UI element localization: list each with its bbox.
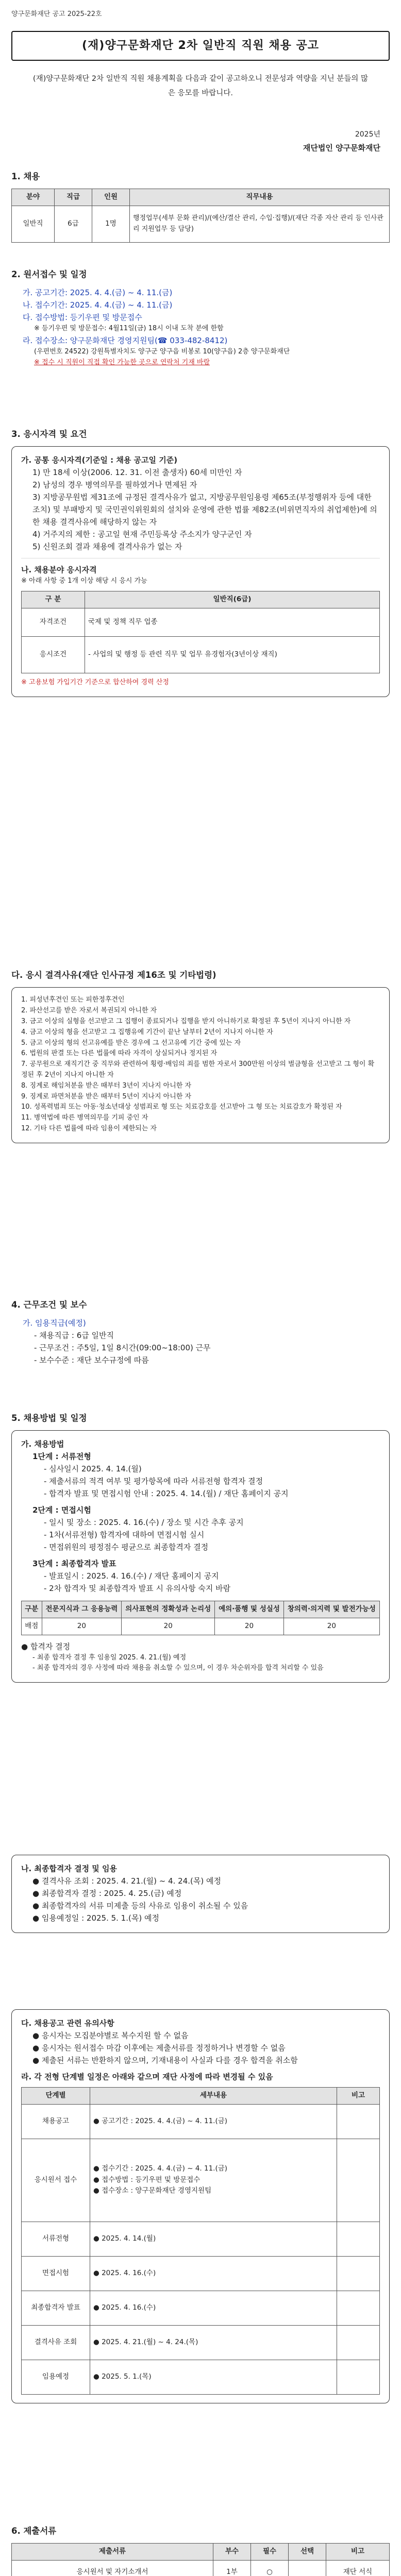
table-cell: ● 2025. 4. 14.(월) bbox=[90, 2222, 337, 2256]
disqualification-box bbox=[11, 987, 390, 1143]
schedule-box bbox=[11, 2009, 390, 2403]
note-line: ※ 고용보험 가입기간 기준으로 합산하여 경력 산정 bbox=[21, 678, 169, 686]
table-header: 부수 bbox=[213, 2544, 251, 2561]
table-header: 비고 bbox=[326, 2544, 390, 2561]
final-line: ● 최종합격자의 서류 미제출 등의 사유로 임용이 취소될 수 있음 bbox=[32, 1901, 248, 1910]
table-row bbox=[22, 2222, 380, 2256]
table-cell: ● 2025. 4. 16.(수) bbox=[90, 2256, 337, 2291]
documents-table bbox=[11, 2543, 390, 2576]
table-header: 예의·품행 및 성실성 bbox=[215, 1601, 283, 1618]
qualification-box bbox=[11, 446, 390, 697]
section-heading: 1. 채용 bbox=[11, 172, 40, 181]
table-row bbox=[22, 608, 380, 636]
section-method bbox=[11, 1412, 390, 1683]
table-cell: 1명 bbox=[92, 206, 130, 242]
section-qualification bbox=[11, 428, 390, 697]
table-cell: 20 bbox=[42, 1618, 122, 1635]
table-cell: ● 2025. 5. 1.(목) bbox=[90, 2360, 337, 2394]
step-title: 2단계 : 면접시험 bbox=[32, 1505, 91, 1515]
section-documents bbox=[11, 2524, 390, 2576]
table-cell: 1부 bbox=[213, 2560, 251, 2576]
table-cell: 응시원서 접수 bbox=[22, 2139, 90, 2222]
organization-name: 재단법인 양구문화재단 bbox=[303, 143, 380, 152]
table-row bbox=[22, 2104, 380, 2139]
table-cell: 재단 서식 bbox=[326, 2560, 390, 2576]
table-cell: 응시원서 및 자기소개서 bbox=[12, 2560, 213, 2576]
step-line: - 1차(서류전형) 합격자에 대하여 면접시험 실시 bbox=[44, 1530, 205, 1540]
caution-line: ● 응시자는 모집분야별로 복수지원 할 수 없음 bbox=[32, 2031, 189, 2040]
table-header: 제출서류 bbox=[12, 2544, 213, 2561]
table-row bbox=[22, 636, 380, 673]
list-item: 3. 금고 이상의 실형을 선고받고 그 집행이 종료되거나 집행을 받지 아니하기로 확정된 후 5년이 지나지 아니한 자 bbox=[21, 1017, 351, 1025]
note-line: ※ 접수 시 직원이 직접 확인 가능한 곳으로 연락처 기재 바람 bbox=[34, 358, 210, 366]
qual-item: 4) 거주지의 제한 : 공고일 현재 주민등록상 주소지가 양구군인 자 bbox=[32, 530, 252, 539]
final-line: ● 임용예정일 : 2025. 5. 1.(목) 예정 bbox=[32, 1913, 159, 1923]
table-cell: 6급 bbox=[55, 206, 92, 242]
sub-heading: 가. 채용방법 bbox=[21, 1439, 64, 1449]
table-cell: ● 2025. 4. 21.(월) ~ 4. 24.(목) bbox=[90, 2325, 337, 2360]
final-line: ● 최종합격자 결정 : 2025. 4. 25.(금) 예정 bbox=[32, 1889, 182, 1898]
schedule-table bbox=[21, 2087, 380, 2395]
table-cell: 면접시험 bbox=[22, 2256, 90, 2291]
final-selection-box bbox=[11, 1855, 390, 1933]
list-item: 7. 공무원으로 재직기간 중 직무와 관련하여 횡령·배임의 죄를 범한 자로서 300만원 이상의 벌금형을 선고받고 그 형이 확정된 후 2년이 지나지 아니한 자 bbox=[21, 1060, 375, 1079]
table-cell bbox=[337, 2291, 380, 2325]
table-header: 단계별 bbox=[22, 2088, 90, 2105]
list-item: 8. 징계로 해임처분을 받은 때부터 3년이 지나지 아니한 자 bbox=[21, 1081, 192, 1090]
table-header: 의사표현의 정확성과 논리성 bbox=[122, 1601, 215, 1618]
caution-line: ● 제출된 서류는 반환하지 않으며, 기재내용이 사실과 다를 경우 합격을 취소함 bbox=[32, 2056, 298, 2065]
table-header: 창의력·의지력 및 발전가능성 bbox=[283, 1601, 379, 1618]
table-cell: 20 bbox=[283, 1618, 379, 1635]
step-line: - 면접위원의 평정점수 평균으로 최종합격자 결정 bbox=[44, 1543, 209, 1552]
table-cell: ● 공고기간 : 2025. 4. 4.(금) ~ 4. 11.(금) bbox=[90, 2104, 337, 2139]
conditions-line: - 채용직급 : 6급 일반직 bbox=[34, 1331, 114, 1341]
list-item: 6. 법원의 판결 또는 다른 법률에 따라 자격이 상실되거나 정지된 자 bbox=[21, 1049, 218, 1058]
section-heading: 4. 근무조건 및 보수 bbox=[11, 1300, 87, 1310]
note-line: - 최종 합격자 결정 후 임용일 2025. 4. 21.(월) 예정 bbox=[32, 1653, 187, 1662]
period-line: 가. 공고기간: 2025. 4. 4.(금) ~ 4. 11.(금) bbox=[23, 288, 173, 298]
caution-line: ● 응시자는 원서접수 마감 이후에는 제출서류를 정정하거나 변경할 수 없음 bbox=[32, 2043, 286, 2053]
list-item: 5. 금고 이상의 형의 선고유예를 받은 경우에 그 선고유예 기간 중에 있는 자 bbox=[21, 1039, 241, 1047]
table-cell: 20 bbox=[122, 1618, 215, 1635]
section-application bbox=[11, 268, 390, 368]
qual-item: 5) 신원조회 결과 채용에 결격사유가 없는 자 bbox=[32, 542, 182, 552]
table-cell: 일반직 bbox=[12, 206, 55, 242]
section-recruitment bbox=[11, 170, 390, 243]
place-line: 라. 접수장소: 양구문화재단 경영지원팀(☎ 033-482-8412) bbox=[23, 336, 228, 346]
table-cell: 자격조건 bbox=[22, 608, 85, 636]
table-row bbox=[22, 1618, 380, 1635]
note-line: ※ 아래 사항 중 1개 이상 해당 시 응시 가능 bbox=[21, 577, 147, 585]
table-cell: - 사업의 및 행정 등 관련 직무 및 업무 유경험자(3년이상 재직) bbox=[85, 636, 380, 673]
section-heading: 5. 채용방법 및 일정 bbox=[11, 1413, 87, 1423]
table-cell bbox=[337, 2139, 380, 2222]
step-line: - 2차 합격자 및 최종합격자 발표 시 유의사항 숙지 바람 bbox=[44, 1584, 231, 1594]
section-heading: 3. 응시자격 및 요건 bbox=[11, 429, 87, 439]
table-header: 직급 bbox=[55, 189, 92, 206]
section-conditions bbox=[11, 1298, 390, 1366]
table-cell: 행정업무(세부 문화 관리)/(예산/결산 관리, 수입·집행)/(재단 각종 자산 관리 등 인사관리 지원업무 등 담당) bbox=[130, 206, 390, 242]
notice-number: 양구문화재단 공고 2025-22호 bbox=[11, 10, 102, 18]
list-item: 11. 병역법에 따른 병역의무를 기피 중인 자 bbox=[21, 1114, 148, 1122]
table-cell: 임용예정 bbox=[22, 2360, 90, 2394]
note-line: ※ 등기우편 및 방문접수: 4월11일(금) 18시 이내 도착 분에 한함 bbox=[34, 325, 224, 333]
step-line: - 제출서류의 적격 여부 및 평가항목에 따라 서류전형 합격자 결정 bbox=[44, 1477, 263, 1486]
table-row bbox=[22, 2256, 380, 2291]
table-row bbox=[22, 2139, 380, 2222]
table-cell bbox=[337, 2222, 380, 2256]
list-item: 9. 징계로 파면처분을 받은 때부터 5년이 지나지 아니한 자 bbox=[21, 1092, 192, 1100]
section-heading: 6. 제출서류 bbox=[11, 2526, 57, 2536]
intro-text: (재)양구문화재단 2차 일반직 직원 채용계획을 다음과 같이 공고하오니 전문성과 역량을 지닌 분들의 많은 응모를 바랍니다. bbox=[32, 75, 369, 97]
conditions-line: - 근무조건 : 주5일, 1일 8시간(09:00~18:00) 근무 bbox=[34, 1343, 211, 1353]
sub-heading: 라. 각 전형 단계별 일정은 아래와 같으며 재단 사정에 따라 변경될 수 있음 bbox=[21, 2072, 273, 2081]
list-item: 12. 기타 다른 법률에 따라 임용이 제한되는 자 bbox=[21, 1124, 157, 1132]
table-cell: ○ bbox=[251, 2560, 289, 2576]
table-cell bbox=[337, 2360, 380, 2394]
table-cell: 20 bbox=[215, 1618, 283, 1635]
table-row bbox=[12, 2560, 390, 2576]
list-item: 2. 파산선고를 받은 자로서 복권되지 아니한 자 bbox=[21, 1007, 157, 1015]
table-header: 분야 bbox=[12, 189, 55, 206]
step-line: - 발표일시 : 2025. 4. 16.(수) / 재단 홈페이지 공지 bbox=[44, 1571, 219, 1581]
notice-date: 2025년 bbox=[355, 130, 380, 139]
final-line: ● 결격사유 조회 : 2025. 4. 21.(월) ~ 4. 24.(목) 예정 bbox=[32, 1876, 221, 1886]
table-cell: 채용공고 bbox=[22, 2104, 90, 2139]
table-header: 직무내용 bbox=[130, 189, 390, 206]
table-header: 인원 bbox=[92, 189, 130, 206]
table-cell: 서류전형 bbox=[22, 2222, 90, 2256]
table-header: 일반직(6급) bbox=[85, 591, 380, 608]
address-line: (우편번호 24522) 강원특별자치도 양구군 양구읍 비봉로 10(양구읍) 2층 양구문화재단 bbox=[34, 348, 290, 356]
section-heading: 다. 응시 결격사유(재단 인사규정 제16조 및 기타법령) bbox=[11, 970, 216, 980]
sub-heading: 가. 공통 응시자격(기준일 : 채용 공고일 기준) bbox=[21, 455, 178, 465]
table-cell: ● 2025. 4. 16.(수) bbox=[90, 2291, 337, 2325]
table-cell: 응시조건 bbox=[22, 636, 85, 673]
table-cell: 국제 및 정책 직무 업종 bbox=[85, 608, 380, 636]
table-row bbox=[12, 206, 390, 242]
section-heading: 2. 원서접수 및 일정 bbox=[11, 269, 87, 279]
qualification-table bbox=[21, 591, 380, 673]
list-item: 1. 피성년후견인 또는 피한정후견인 bbox=[21, 996, 125, 1004]
qual-item: 1) 만 18세 이상(2006. 12. 31. 이전 출생자) 60세 미만인 자 bbox=[32, 468, 242, 478]
table-header: 비고 bbox=[337, 2088, 380, 2105]
page-title: (재)양구문화재단 2차 일반직 직원 채용 공고 bbox=[11, 31, 390, 61]
step-line: - 심사일시 2025. 4. 14.(월) bbox=[44, 1464, 142, 1474]
note-line: - 최종 합격자의 경우 사정에 따라 채용을 취소할 수 있으며, 이 경우 차순위자를 합격 처리할 수 있음 bbox=[32, 1664, 324, 1672]
recruitment-table bbox=[11, 189, 390, 243]
conditions-line: - 보수수준 : 재단 보수규정에 따름 bbox=[34, 1355, 149, 1365]
table-header: 구분 bbox=[22, 1601, 42, 1618]
table-row bbox=[22, 2325, 380, 2360]
sub-heading: 나. 최종합격자 결정 및 임용 bbox=[21, 1864, 117, 1873]
step-title: 3단계 : 최종합격자 발표 bbox=[32, 1559, 116, 1569]
qual-item: 2) 남성의 경우 병역의무를 필하였거나 면제된 자 bbox=[32, 480, 197, 490]
table-cell bbox=[289, 2560, 326, 2576]
method-line: 다. 접수방법: 등기우편 및 방문접수 bbox=[23, 313, 142, 323]
step-line: - 합격자 발표 및 면접시험 안내 : 2025. 4. 14.(월) / 재단 홈페이지 공지 bbox=[44, 1489, 289, 1499]
step-title: 1단계 : 서류전형 bbox=[32, 1452, 91, 1462]
table-cell: 배점 bbox=[22, 1618, 42, 1635]
interview-score-table bbox=[21, 1601, 380, 1635]
table-header: 구 분 bbox=[22, 591, 85, 608]
method-box bbox=[11, 1430, 390, 1683]
table-header: 선택 bbox=[289, 2544, 326, 2561]
section-schedule bbox=[11, 2009, 390, 2403]
list-item: 10. 성폭력범죄 또는 아동·청소년대상 성범죄로 형 또는 치료감호를 선고받아 그 형 또는 치료감호가 확정된 자 bbox=[21, 1103, 342, 1111]
table-header: 전문지식과 그 응용능력 bbox=[42, 1601, 122, 1618]
section-disqualification bbox=[11, 969, 390, 1143]
table-cell bbox=[337, 2104, 380, 2139]
table-cell: 최종합격자 발표 bbox=[22, 2291, 90, 2325]
table-row bbox=[22, 2291, 380, 2325]
table-header: 필수 bbox=[251, 2544, 289, 2561]
sub-heading: 나. 채용분야 응시자격 bbox=[21, 565, 97, 575]
table-header: 세부내용 bbox=[90, 2088, 337, 2105]
step-line: - 일시 및 장소 : 2025. 4. 16.(수) / 장소 및 시간 추후 공지 bbox=[44, 1518, 244, 1528]
period-line: 나. 접수기간: 2025. 4. 4.(금) ~ 4. 11.(금) bbox=[23, 300, 173, 310]
conditions-line: 가. 임용직급(예정) bbox=[23, 1318, 86, 1328]
qual-item: 3) 지방공무원법 제31조에 규정된 결격사유가 없고, 지방공무원임용령 제65조(부정행위자 등에 대한 조치) 및 부패방지 및 국민권익위원회의 설치와 운영에 관한 법률 제82조(비위면직자의 취업제한)에 의한 채용 결격사유에 해당하지 않는 자 bbox=[32, 493, 377, 527]
table-cell: ● 접수기간 : 2025. 4. 4.(금) ~ 4. 11.(금) ● 접수방법 : 등기우편 및 방문접수 ● 접수장소 : 양구문화재단 경영지원팀 bbox=[90, 2139, 337, 2222]
note-line: ● 합격자 결정 bbox=[21, 1641, 71, 1651]
table-row bbox=[22, 2360, 380, 2394]
sub-heading: 다. 채용공고 관련 유의사항 bbox=[21, 2019, 114, 2028]
table-cell bbox=[337, 2256, 380, 2291]
section-final-selection bbox=[11, 1855, 390, 1933]
table-cell: 결격사유 조회 bbox=[22, 2325, 90, 2360]
list-item: 4. 금고 이상의 형을 선고받고 그 집행유예 기간이 끝난 날부터 2년이 지나지 아니한 자 bbox=[21, 1028, 273, 1036]
table-cell bbox=[337, 2325, 380, 2360]
